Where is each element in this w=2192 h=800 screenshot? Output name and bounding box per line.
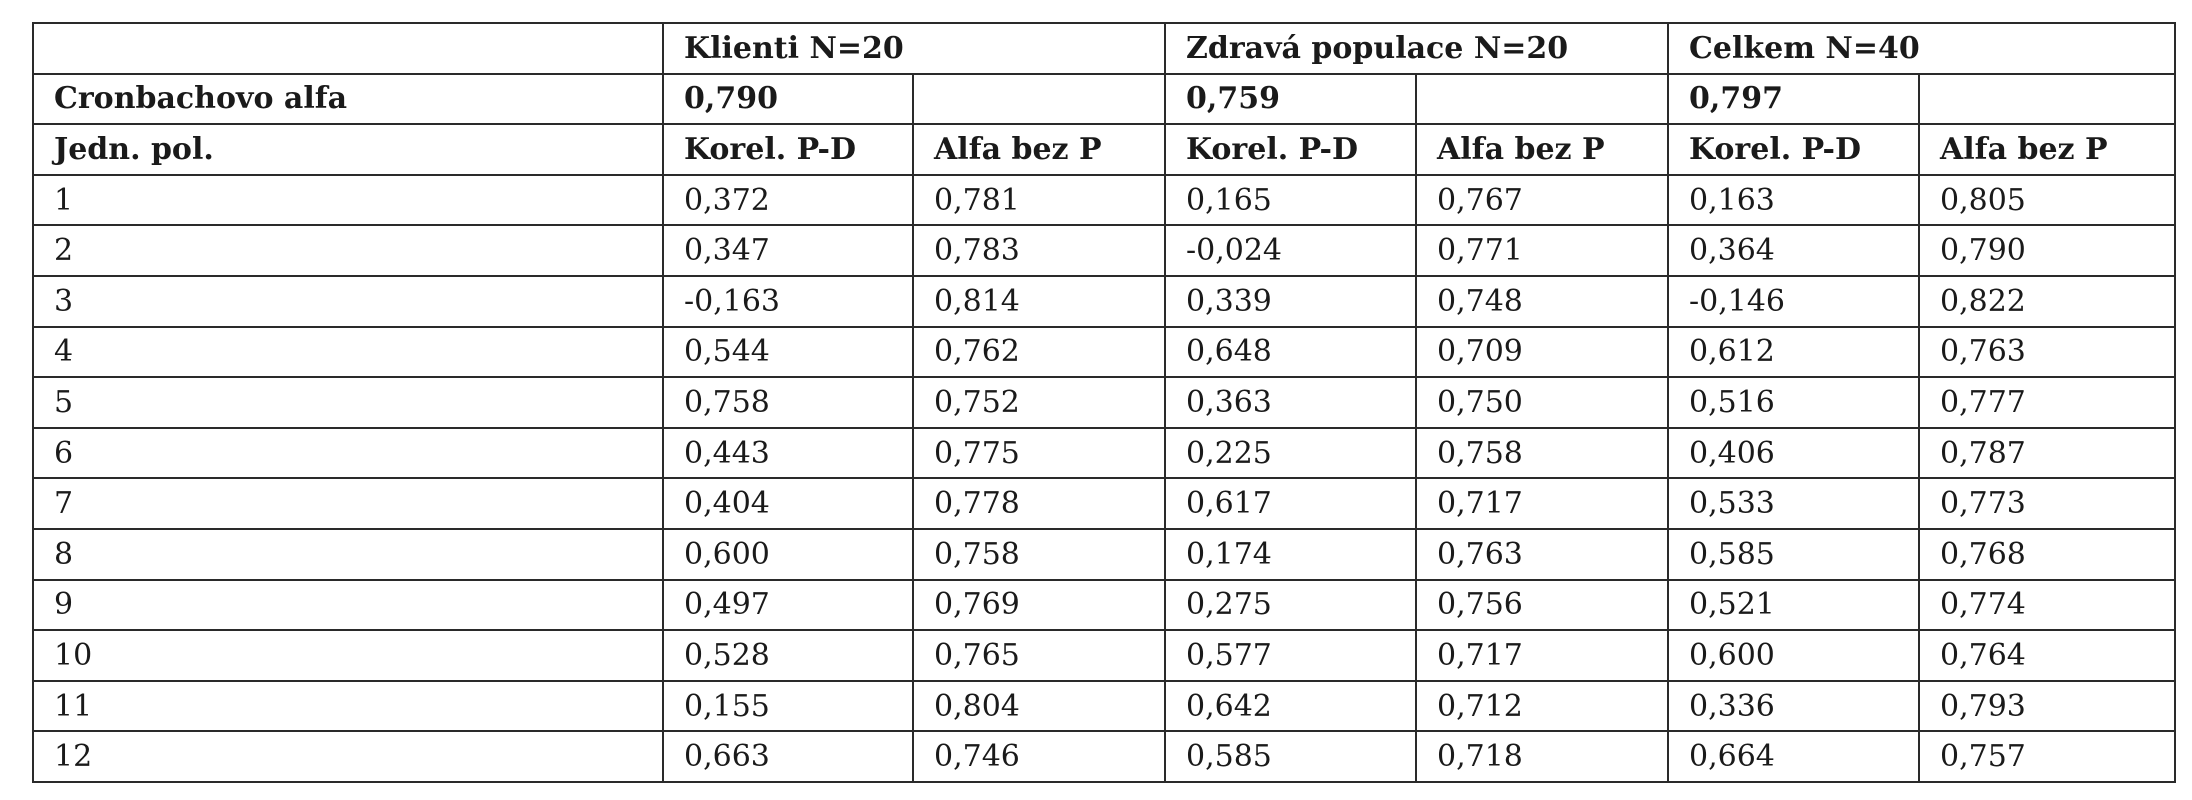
korel-value-cell: 0,497 xyxy=(663,580,913,631)
alfa-bez-value-cell: 0,718 xyxy=(1416,731,1668,782)
subheader-row xyxy=(33,124,2175,175)
korel-value-cell: 0,372 xyxy=(663,175,913,226)
alfa-bez-value-cell: 0,748 xyxy=(1416,276,1668,327)
korel-value-cell: 0,225 xyxy=(1165,428,1416,479)
alfa-bez-value-cell: 0,746 xyxy=(913,731,1165,782)
table-row xyxy=(33,630,2175,681)
item-number-cell: 8 xyxy=(33,529,663,580)
alfa-bez-value-cell: 0,765 xyxy=(913,630,1165,681)
korel-value-cell: -0,024 xyxy=(1165,225,1416,276)
alfa-bez-value-cell: 0,790 xyxy=(1919,225,2175,276)
item-number-cell: 9 xyxy=(33,580,663,631)
alfa-bez-value-cell: 0,750 xyxy=(1416,377,1668,428)
alfa-bez-value-cell: 0,758 xyxy=(913,529,1165,580)
alfa-bez-header: Alfa bez P xyxy=(913,124,1165,175)
korel-value-cell: 0,617 xyxy=(1165,478,1416,529)
korel-value-cell: 0,663 xyxy=(663,731,913,782)
alfa-bez-value-cell: 0,804 xyxy=(913,681,1165,732)
table-row xyxy=(33,731,2175,782)
korel-value-cell: -0,146 xyxy=(1668,276,1919,327)
korel-value-cell: 0,664 xyxy=(1668,731,1919,782)
alfa-bez-value-cell: 0,709 xyxy=(1416,327,1668,378)
korel-value-cell: -0,163 xyxy=(663,276,913,327)
item-number-cell: 10 xyxy=(33,630,663,681)
table-row xyxy=(33,327,2175,378)
korel-value-cell: 0,585 xyxy=(1165,731,1416,782)
table-row xyxy=(33,225,2175,276)
korel-value-cell: 0,339 xyxy=(1165,276,1416,327)
item-number-cell: 3 xyxy=(33,276,663,327)
alfa-bez-value-cell: 0,783 xyxy=(913,225,1165,276)
alfa-bez-header: Alfa bez P xyxy=(1919,124,2175,175)
korel-value-cell: 0,648 xyxy=(1165,327,1416,378)
group-header-zdrava-populace: Zdravá populace N=20 xyxy=(1165,23,1668,74)
alfa-bez-value-cell: 0,814 xyxy=(913,276,1165,327)
group-header-row xyxy=(33,23,2175,74)
alfa-bez-value-cell: 0,769 xyxy=(913,580,1165,631)
item-number-cell: 6 xyxy=(33,428,663,479)
item-number-cell: 4 xyxy=(33,327,663,378)
alfa-bez-value-cell: 0,777 xyxy=(1919,377,2175,428)
alfa-bez-value-cell: 0,774 xyxy=(1919,580,2175,631)
alfa-bez-value-cell: 0,767 xyxy=(1416,175,1668,226)
korel-value-cell: 0,642 xyxy=(1165,681,1416,732)
table-row xyxy=(33,377,2175,428)
table-row xyxy=(33,478,2175,529)
alfa-bez-value-cell: 0,822 xyxy=(1919,276,2175,327)
alfa-bez-value-cell: 0,752 xyxy=(913,377,1165,428)
alfa-bez-value-cell: 0,778 xyxy=(913,478,1165,529)
alfa-bez-value-cell: 0,768 xyxy=(1919,529,2175,580)
alfa-bez-value-cell: 0,775 xyxy=(913,428,1165,479)
cronbach-alpha-row xyxy=(33,74,2175,125)
reliability-table xyxy=(32,22,2176,783)
korel-value-cell: 0,275 xyxy=(1165,580,1416,631)
alfa-bez-value-cell: 0,771 xyxy=(1416,225,1668,276)
table-row xyxy=(33,175,2175,226)
item-number-cell: 11 xyxy=(33,681,663,732)
korel-value-cell: 0,516 xyxy=(1668,377,1919,428)
table-row xyxy=(33,529,2175,580)
group-header-klienti: Klienti N=20 xyxy=(663,23,1165,74)
alfa-bez-value-cell: 0,793 xyxy=(1919,681,2175,732)
korel-value-cell: 0,336 xyxy=(1668,681,1919,732)
korel-value-cell: 0,521 xyxy=(1668,580,1919,631)
alfa-bez-value-cell: 0,717 xyxy=(1416,630,1668,681)
table-row xyxy=(33,428,2175,479)
alfa-bez-value-cell: 0,763 xyxy=(1416,529,1668,580)
korel-header: Korel. P-D xyxy=(1165,124,1416,175)
korel-value-cell: 0,600 xyxy=(663,529,913,580)
corner-cell xyxy=(33,23,663,74)
alfa-bez-value-cell: 0,805 xyxy=(1919,175,2175,226)
korel-value-cell: 0,585 xyxy=(1668,529,1919,580)
table-row xyxy=(33,276,2175,327)
item-number-cell: 2 xyxy=(33,225,663,276)
alfa-bez-value-cell: 0,756 xyxy=(1416,580,1668,631)
korel-value-cell: 0,612 xyxy=(1668,327,1919,378)
alfa-bez-value-cell: 0,762 xyxy=(913,327,1165,378)
korel-value-cell: 0,364 xyxy=(1668,225,1919,276)
alfa-bez-value-cell: 0,763 xyxy=(1919,327,2175,378)
korel-value-cell: 0,533 xyxy=(1668,478,1919,529)
korel-value-cell: 0,406 xyxy=(1668,428,1919,479)
korel-value-cell: 0,528 xyxy=(663,630,913,681)
korel-value-cell: 0,544 xyxy=(663,327,913,378)
korel-value-cell: 0,600 xyxy=(1668,630,1919,681)
alfa-bez-value-cell: 0,781 xyxy=(913,175,1165,226)
korel-header: Korel. P-D xyxy=(1668,124,1919,175)
group-header-celkem: Celkem N=40 xyxy=(1668,23,2175,74)
table-row xyxy=(33,681,2175,732)
alfa-bez-value-cell: 0,764 xyxy=(1919,630,2175,681)
alfa-bez-value-cell: 0,712 xyxy=(1416,681,1668,732)
alpha-klienti: 0,790 xyxy=(663,74,913,125)
alpha-zdrava-populace: 0,759 xyxy=(1165,74,1416,125)
alpha-empty-cell xyxy=(1416,74,1668,125)
korel-value-cell: 0,165 xyxy=(1165,175,1416,226)
alpha-celkem: 0,797 xyxy=(1668,74,1919,125)
alfa-bez-value-cell: 0,757 xyxy=(1919,731,2175,782)
alfa-bez-value-cell: 0,787 xyxy=(1919,428,2175,479)
alfa-bez-value-cell: 0,773 xyxy=(1919,478,2175,529)
item-number-cell: 1 xyxy=(33,175,663,226)
alfa-bez-value-cell: 0,717 xyxy=(1416,478,1668,529)
korel-value-cell: 0,174 xyxy=(1165,529,1416,580)
korel-value-cell: 0,155 xyxy=(663,681,913,732)
korel-value-cell: 0,443 xyxy=(663,428,913,479)
item-column-header: Jedn. pol. xyxy=(33,124,663,175)
korel-value-cell: 0,163 xyxy=(1668,175,1919,226)
cronbach-alpha-label: Cronbachovo alfa xyxy=(33,74,663,125)
table-row xyxy=(33,580,2175,631)
korel-value-cell: 0,404 xyxy=(663,478,913,529)
korel-header: Korel. P-D xyxy=(663,124,913,175)
alpha-empty-cell xyxy=(1919,74,2175,125)
item-number-cell: 7 xyxy=(33,478,663,529)
alfa-bez-value-cell: 0,758 xyxy=(1416,428,1668,479)
korel-value-cell: 0,577 xyxy=(1165,630,1416,681)
korel-value-cell: 0,347 xyxy=(663,225,913,276)
alfa-bez-header: Alfa bez P xyxy=(1416,124,1668,175)
alpha-empty-cell xyxy=(913,74,1165,125)
data-rows xyxy=(33,175,2175,782)
item-number-cell: 5 xyxy=(33,377,663,428)
item-number-cell: 12 xyxy=(33,731,663,782)
korel-value-cell: 0,363 xyxy=(1165,377,1416,428)
korel-value-cell: 0,758 xyxy=(663,377,913,428)
